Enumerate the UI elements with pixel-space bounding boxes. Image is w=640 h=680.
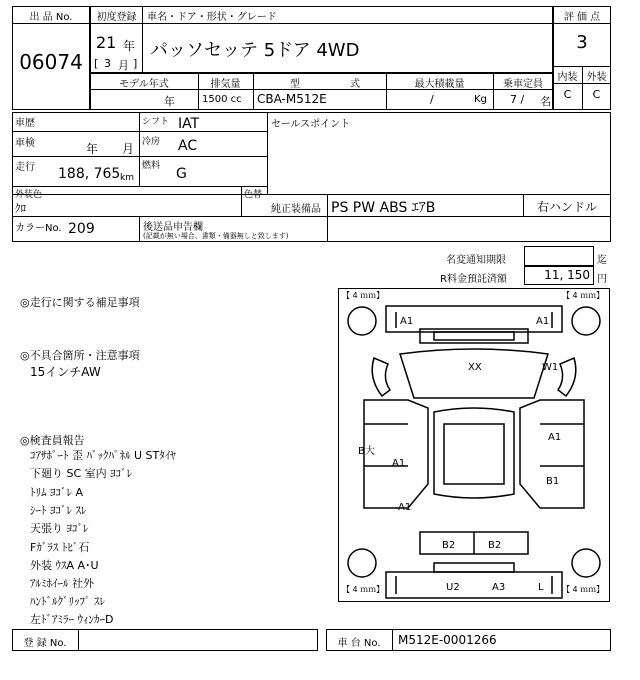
mileage-value: 188, 765 [58,166,121,182]
capacity-value: 7 / [510,93,525,106]
color-no-label: カラーNo. [15,223,62,234]
mark-right-front-fender: W1 [542,362,559,373]
history-label: 車歴 [15,118,35,129]
mark-rear-bumper-mid: A3 [492,582,506,593]
supplement-label: ◎走行に関する補足事項 [20,296,140,309]
inspector-line: 下廻り SC 室内 ﾖｺﾞﾚ [30,467,133,480]
max-load-label: 最大積載量 [414,79,465,90]
inspector-line: ﾊﾝﾄﾞﾙｸﾞﾘｯﾌﾟ ｽﾚ [30,595,105,608]
tire-depth-front-right: 【 4 ｍｍ】 [562,291,605,300]
defects-label: ◎不具合箇所・注意事項 [20,349,140,362]
capacity-label: 乗車定員 [503,79,543,90]
aftermarket-label: 後送品申告欄 [143,222,203,233]
score-value: 3 [576,32,588,53]
aircon-label: 冷房 [142,137,161,147]
genuine-equipment-label: 純正装備品 [271,204,321,215]
first-reg-month-unit: 月 [118,59,129,72]
shift-value: IAT [178,116,200,132]
chassis-no-value: M512E-0001266 [398,633,497,647]
inspector-line: Fｶﾞﾗｽ ﾄﾋﾞ石 [30,541,90,554]
model-year-label: モデル年式 [119,79,169,90]
recycle-label: R料金預託済額 [440,274,507,285]
inspector-label: ◎検査員報告 [20,434,85,447]
mark-rear-gate-right: B2 [488,540,502,551]
first-reg-year: 21 [96,33,117,52]
lot-number: 06074 [19,50,83,74]
mark-front-bumper-left: A1 [400,316,414,327]
name-change-unit: 迄 [597,255,607,266]
inspection-month-unit: 月 [122,142,135,156]
exterior-grade: C [592,88,601,101]
shift-label: シフト [142,117,170,127]
inspector-line: 外装 ｳｽA A･U [30,559,99,572]
exterior-label: 外装 [586,72,607,83]
first-reg-year-unit: 年 [123,39,136,53]
chassis-no-label: 車 台 No. [337,638,381,649]
type-value: CBA-M512E [257,92,327,106]
mark-left-rear-door: A1 [398,502,412,513]
fuel-value: G [176,166,187,182]
displacement-label: 排気量 [210,79,241,90]
inspection-label: 車検 [15,138,35,149]
aircon-value: AC [178,138,198,154]
first-reg-month: 3 [104,57,111,70]
mark-left-front-door: A1 [392,458,406,469]
sales-point-label: セールスポイント [271,119,351,130]
inspector-line: ｼｰﾄ ﾖｺﾞﾚ ｽﾚ [30,504,87,517]
exterior-color-value: ｸﾛ [15,202,26,215]
max-load-slash: / [430,93,434,106]
color-change-label: 色替 [244,190,263,200]
mark-rear-gate-left: B2 [442,540,456,551]
car-name-label: 車名・ドア・形状・グレード [147,12,277,23]
mileage-unit: km [120,173,134,183]
displacement-value: 1500 cc [202,94,242,105]
interior-label: 内装 [557,72,578,83]
mark-left-front-door-label: B大 [358,446,375,457]
mark-front-bumper-right: A1 [536,316,550,327]
defects-line: 15インチAW [30,365,101,379]
name-change-label: 名変通知期限 [446,255,506,266]
inspector-line: ｱﾙﾐﾎｲｰﾙ 社外 [30,577,94,590]
mark-rear-bumper-left: U2 [446,582,460,593]
fuel-label: 燃料 [142,161,161,171]
type-label: 型 [290,79,300,90]
aftermarket-note: (記載が無い場合、書類・備器無しと致します) [143,232,289,240]
model-year-unit: 年 [164,95,175,108]
inspector-line: 左ﾄﾞｱﾐﾗｰ ｳｨﾝｶｰD [30,613,114,626]
tire-depth-rear-right: 【 4 ｍｍ】 [562,585,605,594]
lot-label: 出 品 No. [29,12,73,23]
color-no-value: 209 [68,221,95,237]
equipment-value: PS PW ABS ｴｱB [331,200,436,216]
car-damage-diagram [338,288,610,602]
inspector-line: ｺｱｻﾎﾟｰﾄ 歪 ﾊﾞｯｸﾊﾟﾈﾙ U STﾀｲﾔ [30,449,176,462]
inspector-line: 天張り ﾖｺﾞﾚ [30,522,89,535]
registration-no-label: 登 録 No. [23,638,67,649]
inspector-line: ﾄﾘﾑ ﾖｺﾞﾚ A [30,486,84,499]
exterior-color-label: 外装色 [15,190,43,200]
interior-grade: C [563,88,572,101]
type-label-2: 式 [350,79,360,90]
name-change-box [524,246,594,266]
handle-value: 右ハンドル [536,200,597,214]
mark-right-rear-door: B1 [546,476,560,487]
mark-right-front-door: A1 [548,432,562,443]
recycle-value: 11, 150 [544,268,590,282]
score-label: 評 価 点 [563,12,601,23]
first-reg-label: 初度登録 [96,12,137,23]
inspection-year-unit: 年 [86,142,99,156]
mileage-label: 走行 [15,162,35,173]
recycle-unit: 円 [597,274,607,285]
car-name: パッソセッテ 5ドア 4WD [150,40,360,61]
tire-depth-rear-left: 【 4 ｍｍ】 [342,585,385,594]
mark-rear-bumper-right: L [538,582,544,593]
mark-hood: XX [468,362,482,373]
max-load-unit: Kg [474,94,487,105]
tire-depth-front-left: 【 4 ｍｍ】 [342,291,385,300]
capacity-unit: 名 [540,95,551,108]
